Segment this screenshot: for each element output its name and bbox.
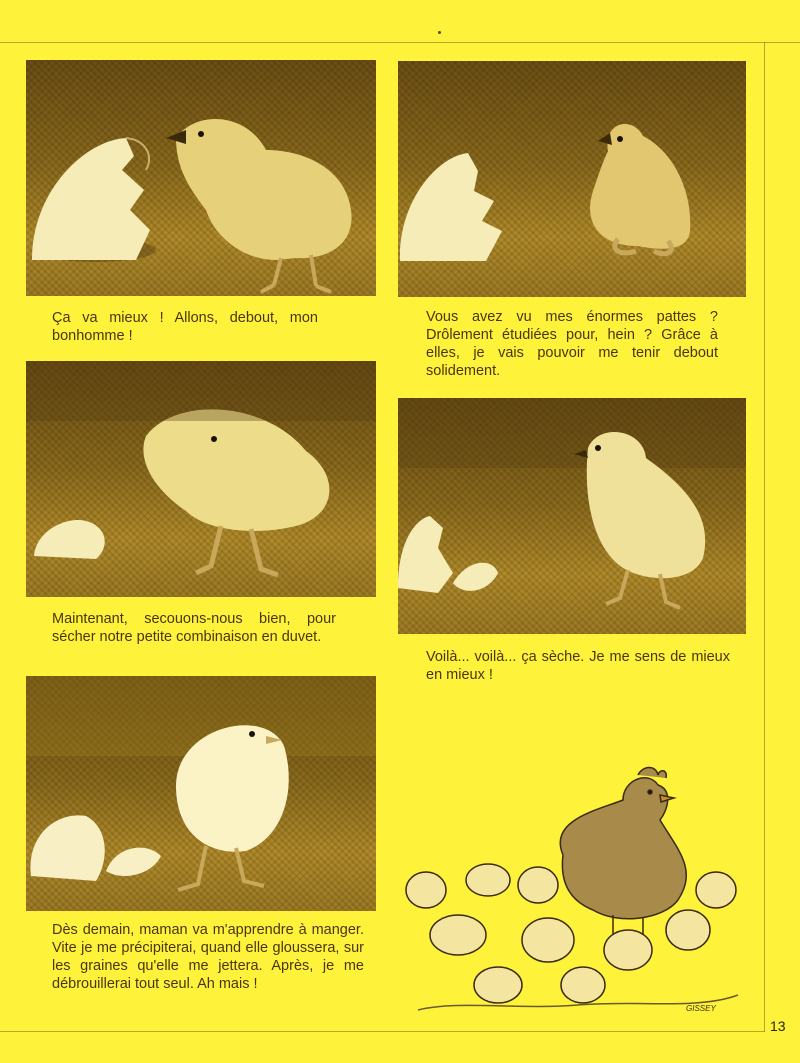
caption-2 — [426, 308, 718, 380]
caption-4 — [426, 648, 730, 684]
caption-1-text: Ça va mieux ! Allons, debout, mon bonhomme ! — [52, 310, 318, 344]
caption-1 — [52, 309, 318, 345]
illustration-hen-and-chicks — [398, 760, 750, 1030]
caption-2-text: Vous avez vu mes énormes pattes ? Drôlement étudiées pour, hein ? Grâce à elles, je vais pouvoir me tenir debout solidement. — [426, 309, 718, 379]
caption-5-text: Dès demain, maman va m'apprendre à manger. Vite je me précipiterai, quand elle gloussera, sur les graines qu'elle me jettera. Après, je me débrouillerai tout seul. Ah mais ! — [52, 922, 364, 992]
caption-5 — [52, 921, 364, 993]
photo-chick-shaking — [26, 361, 376, 597]
print-speck — [438, 31, 441, 34]
photo-chick-drying — [398, 398, 746, 634]
caption-3-text: Maintenant, secouons-nous bien, pour sécher notre petite combinaison en duvet. — [52, 611, 336, 645]
photo-chick-hatched-2 — [398, 61, 746, 297]
page-frame-top — [0, 42, 800, 43]
page-frame-bottom — [0, 1031, 765, 1032]
page-number: 13 — [770, 1018, 786, 1034]
artist-signature: GISSEY — [686, 1004, 716, 1013]
page-frame-right — [764, 42, 765, 1032]
caption-3 — [52, 610, 336, 646]
photo-chick-fluffy — [26, 676, 376, 911]
caption-4-text: Voilà... voilà... ça sèche. Je me sens de mieux en mieux ! — [426, 649, 730, 683]
photo-chick-hatched-1 — [26, 60, 376, 296]
